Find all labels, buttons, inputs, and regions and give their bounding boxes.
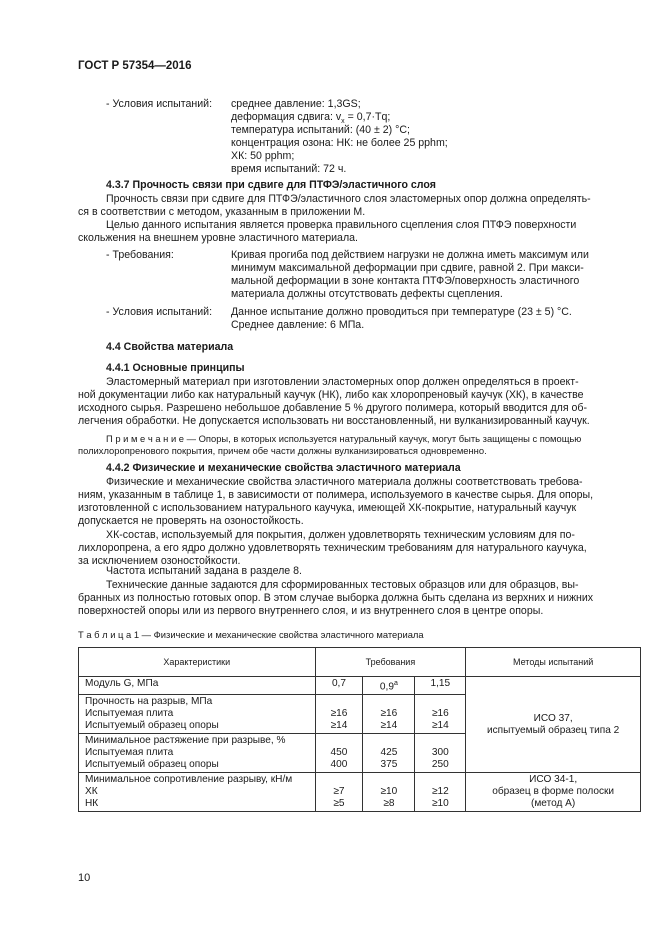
- cell-value: ≥16 ≥14: [315, 695, 363, 734]
- header-methods: Методы испытаний: [466, 648, 641, 677]
- table-header-row: [79, 648, 641, 677]
- paragraph-line: лихлоропрена, а его ядро должно удовлетворять техническим требованиям для натурального каучука,: [78, 542, 587, 554]
- cell-value: ≥12 ≥10: [415, 773, 466, 812]
- paragraph-line: за исключением озоностойкости.: [78, 555, 241, 567]
- note: П р и м е ч а н и е — Опоры, в которых используется натуральный каучук, могут быть защищены с помощью: [106, 433, 582, 444]
- requirements-line: минимум максимальной деформации при сдвиге, равной 2. При макси-: [231, 262, 584, 274]
- cell-value: ≥16 ≥14: [415, 695, 466, 734]
- paragraph-line: Эластомерный материал при изготовлении эластомерных опор должен определяться в проект-: [106, 376, 579, 388]
- cell-characteristic: Минимальное сопротивление разрыву, кН/м ХК НК: [79, 773, 316, 812]
- cell-method: ИСО 34-1, образец в форме полоски (метод А): [466, 773, 641, 812]
- paragraph-line: Частота испытаний задана в разделе 8.: [106, 565, 302, 577]
- properties-table: [78, 647, 641, 812]
- paragraph-line: допускается не проверять на озоностойкость.: [78, 515, 304, 527]
- cell-characteristic: Минимальное растяжение при разрыве, % Испытуемая плита Испытуемый образец опоры: [79, 734, 316, 773]
- conditions-line: Данное испытание должно проводиться при температуре (23 ± 5) °С.: [231, 306, 572, 318]
- conditions-line: среднее давление: 1,3GS;: [231, 98, 361, 110]
- section-title-4-4-2: 4.4.2 Физические и механические свойства эластичного материала: [106, 462, 461, 474]
- paragraph-line: Целью данного испытания является проверка правильного сцепления слоя ПТФЭ поверхности: [106, 219, 577, 231]
- conditions-label: - Условия испытаний:: [106, 98, 213, 110]
- table-row: [79, 773, 641, 812]
- table-caption: Т а б л и ц а 1 — Физические и механические свойства эластичного материала: [78, 629, 424, 640]
- cell-value: 1,15: [415, 677, 466, 695]
- requirements-line: мальной деформации в зоне контакта ПТФЭ/поверхность эластичного: [231, 275, 580, 287]
- cell-value: 425 375: [363, 734, 415, 773]
- cell-value: ≥7 ≥5: [315, 773, 363, 812]
- paragraph-line: Прочность связи при сдвиге для ПТФЭ/эластичного слоя эластомерных опор должна определять-: [106, 193, 591, 205]
- section-title-4-3-7: 4.3.7 Прочность связи при сдвиге для ПТФЭ/эластичного слоя: [106, 179, 436, 191]
- conditions-line: время испытаний: 72 ч.: [231, 163, 347, 175]
- paragraph-line: Физические и механические свойства эластичного материала должны соответствовать требова-: [106, 476, 583, 488]
- section-title-4-4: 4.4 Свойства материала: [106, 341, 234, 353]
- note-line: полихлоропренового покрытия, причем обе части должны вулканизироваться одновременно.: [78, 445, 487, 456]
- table-row: [79, 677, 641, 695]
- conditions-line: температура испытаний: (40 ± 2) °С;: [231, 124, 410, 136]
- paragraph-line: ся в соответствии с методом, указанным в приложении М.: [78, 206, 366, 218]
- cell-value: $0,9^а$: [363, 677, 415, 695]
- cell-value: 0,7: [315, 677, 363, 695]
- header-characteristics: Характеристики: [79, 648, 316, 677]
- cell-method: ИСО 37, испытуемый образец типа 2: [466, 677, 641, 773]
- page-number: 10: [78, 872, 91, 884]
- conditions-line: Среднее давление: 6 МПа.: [231, 319, 365, 331]
- paragraph-line: поверхностей опоры или из первого внутреннего слоя, и из внутреннего слоя в центре опоры.: [78, 605, 544, 617]
- requirements-line: Кривая прогиба под действием нагрузки не должна иметь максимум или: [231, 249, 589, 261]
- section-title-4-4-1: 4.4.1 Основные принципы: [106, 362, 245, 374]
- paragraph-line: скольжения на внешнем уровне эластичного материала.: [78, 232, 358, 244]
- cell-characteristic: Модуль G, МПа: [79, 677, 316, 695]
- paragraph-line: ной документации либо как натуральный каучук (НК), либо как хлоропреновый каучук (ХК), в качестве: [78, 389, 584, 401]
- cell-characteristic: Прочность на разрыв, МПа Испытуемая плита Испытуемый образец опоры: [79, 695, 316, 734]
- conditions-line: концентрация озона: НК: не более 25 pphm;: [231, 137, 448, 149]
- paragraph-line: исходного сырья. Разрешено небольшое добавление 5 % другого полимера, который вводится для об-: [78, 402, 588, 414]
- cell-value: ≥10 ≥8: [363, 773, 415, 812]
- header-requirements: Требования: [315, 648, 466, 677]
- paragraph-line: Технические данные задаются для сформированных тестовых образцов или для образцов, вы-: [106, 579, 579, 591]
- cell-value: 300 250: [415, 734, 466, 773]
- paragraph-line: изготовленной с использованием натурального каучука, имеющей ХК-покрытие, натуральный каучук: [78, 502, 577, 514]
- requirements-label: - Требования:: [106, 249, 174, 261]
- cell-value: 450 400: [315, 734, 363, 773]
- paragraph-line: легчения обработки. Не допускается использовать ни восстановленный, ни вулканизированный каучук.: [78, 415, 590, 427]
- requirements-line: материала должны отсутствовать дефекты сцепления.: [231, 288, 503, 300]
- conditions-label: - Условия испытаний:: [106, 306, 213, 318]
- cell-value: ≥16 ≥14: [363, 695, 415, 734]
- paragraph-line: ХК-состав, используемый для покрытия, должен удовлетворять техническим условиям для по-: [106, 529, 575, 541]
- paragraph-line: ниям, указанным в таблице 1, в зависимости от полимера, используемого в качестве сырья. Для опоры,: [78, 489, 594, 501]
- conditions-line: деформация сдвига: $v_x = 0,7\cdot Tq$;: [231, 111, 391, 126]
- document-header: ГОСТ Р 57354—2016: [78, 60, 192, 72]
- paragraph-line: бранных из полностью готовых опор. В этом случае выборка должна быть сделана из верхних и нижних: [78, 592, 594, 604]
- conditions-line: ХК: 50 pphm;: [231, 150, 295, 162]
